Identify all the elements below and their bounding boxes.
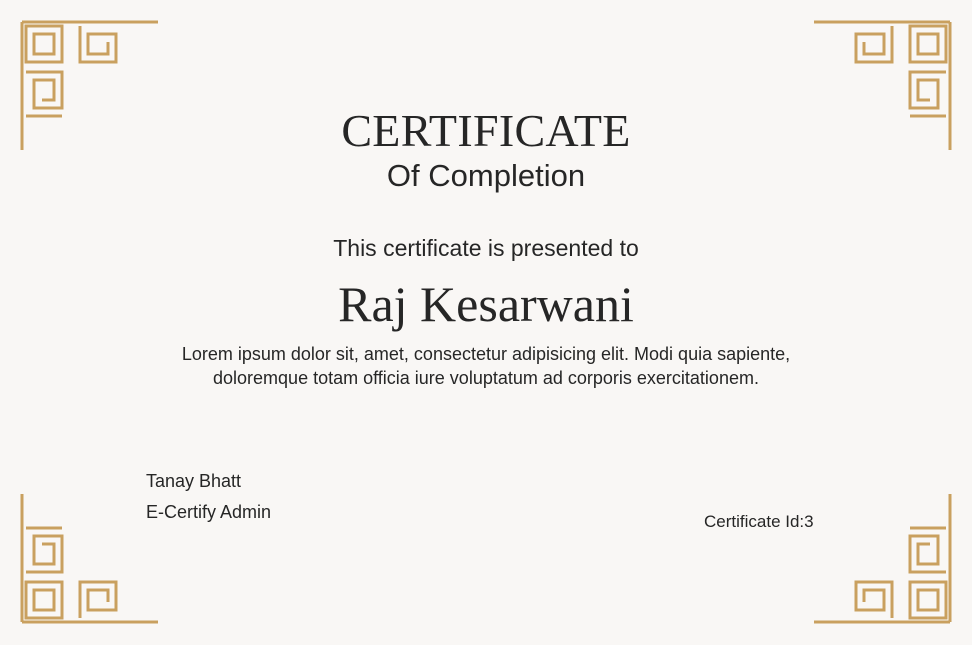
certificate-title: CERTIFICATE (341, 105, 631, 156)
certificate-id-label: Certificate Id: (704, 512, 805, 531)
signer-name: Tanay Bhatt (146, 471, 242, 491)
recipient-name: Raj Kesarwani (338, 276, 634, 332)
greek-key-corner-bottom-left-icon (20, 492, 160, 624)
presented-to-text: This certificate is presented to (333, 235, 639, 261)
signer-role: E-Certify Admin (146, 502, 272, 522)
certificate-description: Lorem ipsum dolor sit, amet, consectetur adipisicing elit. Modi quia sapiente, doloremque totam officia iure voluptatum ad corporis exercitationem. (181, 344, 791, 388)
certificate-id (704, 511, 814, 533)
certificate-subtitle: Of Completion (386, 158, 586, 193)
greek-key-corner-bottom-right-icon (812, 492, 952, 624)
certificate-id-value: 3 (804, 512, 814, 531)
